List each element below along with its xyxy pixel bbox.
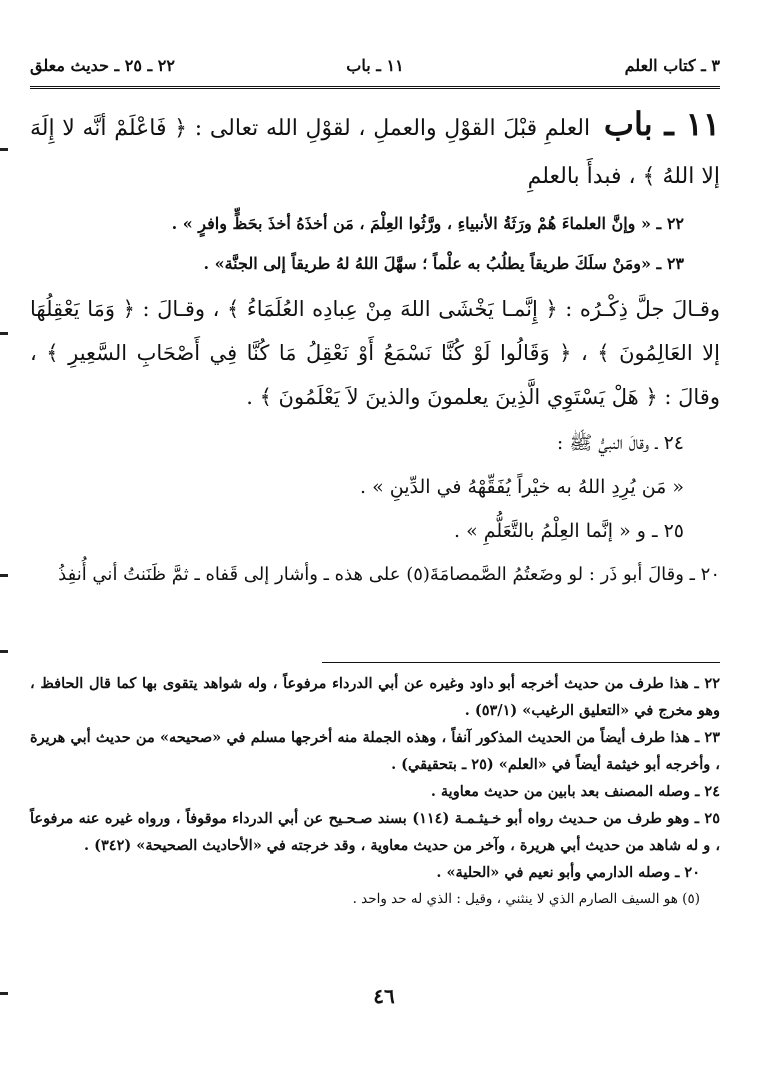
edge-mark — [0, 148, 8, 151]
header-hadith-range: ٢٢ ـ ٢٥ ـ حديث معلق — [30, 55, 175, 75]
footnotes — [30, 670, 720, 913]
edge-mark — [0, 332, 8, 335]
main-text — [30, 100, 720, 595]
footnote-22: ٢٢ ـ هذا طرف من حديث أخرجه أبو داود وغيره عن أبي الدرداء مرفوعاً ، وله شواهد يتقوى بها كما قال الحافظ ، وهو مخرج في «التعليق الرغيب» (٥٣/١) . — [30, 675, 720, 719]
chapter-number: ١١ ـ باب — [603, 105, 720, 143]
footnote-24: ٢٤ ـ وصله المصنف بعد بابين من حديث معاوية . — [430, 783, 720, 800]
footnote-23: ٢٣ ـ هذا طرف أيضاً من الحديث المذكور آنفاً ، وهذه الجملة منه أخرجها مسلم في «صحيحه» من حديث أبي هريرة ، وأخرجه أبو خيثمة أيضاً في «العلم» (٢٥ ـ بتحقيقي) . — [30, 729, 720, 773]
chapter-title-text: العلمِ قبْلَ القوْلِ والعملِ ، لقوْلِ الله تعالى : ﴿ فَاعْلَمْ أنَّه لا إِلَهَ إلا اللهُ ﴾ ، فبدأَ بالعلمِ — [30, 116, 720, 189]
page-number: ٤٦ — [373, 984, 395, 1008]
hadith-23: ٢٣ ـ «ومَنْ سلَكَ طريقاً يطلُبُ به علْماً ؛ سهَّلَ اللهُ لهُ طريقاً إلى الجنَّة» . — [203, 254, 684, 273]
narration-25: ٢٥ ـ و « إنَّما العِلْمُ بالتَّعَلُّمِ » . — [454, 520, 684, 542]
header-divider — [30, 86, 720, 89]
footnote-25: ٢٥ ـ وهو طرف من حـديث رواه أبو خـيثـمـة (١١٤) بسند صـحـيح عن أبي الدرداء موقوفاً ، ورواه غيره عنه مرفوعاً ، و له شاهد من حديث أبي هريرة ، وآخر من حديث معاوية ، وقد خرجته في «الأحاديث الصحيحة» (٣٤٢) . — [30, 810, 720, 854]
quranic-passage: وقـالَ جلَّ ذِكْـرُه : ﴿ إِنَّمـا يَخْشَى اللهَ مِنْ عِبادِه العُلَمَاءُ ﴾ ، وقـالَ : ﴿ وَمَا يَعْقِلُهَا إلا العَالِمُونَ ﴾ ، ﴿ وَقَالُوا لَوْ كُنَّا نَسْمَعُ أَوْ نَعْقِلُ مَا كُنَّا فِي أَصْحَابِ السَّعِيرِ ﴾ ، وقالَ : ﴿ هَلْ يَسْتَوِي الَّذِينَ يعلمونَ والذينَ لاَ يَعْلَمُونَ ﴾ . — [30, 297, 720, 409]
edge-mark — [0, 650, 8, 653]
running-header — [30, 48, 720, 82]
edge-mark — [0, 992, 8, 995]
narration-24-intro: ٢٤ ـ وقالَ النبيُّ ﷺ : — [556, 432, 684, 454]
footnote-5-note: (٥) هو السيف الصارم الذي لا ينثني ، وقيل : الذي له حد واحد . — [352, 891, 700, 907]
narration-20: ٢٠ ـ وقالَ أبو ذَر : لو وضَعتُمُ الصَّمصامَةَ(٥) على هذه ـ وأشار إلى قَفاه ـ ثمَّ ظَنَنتُ أني أُنفِذُ — [58, 564, 720, 585]
footnote-divider — [322, 662, 720, 663]
edge-mark — [0, 574, 8, 577]
header-chapter: ١١ ـ باب — [346, 55, 404, 75]
footnote-20: ٢٠ ـ وصله الدارمي وأبو نعيم في «الحلية» . — [436, 864, 700, 881]
header-book-title: ٣ ـ كتاب العلم — [624, 55, 720, 75]
chapter-heading — [30, 100, 720, 201]
hadith-22: ٢٢ ـ « وإنَّ العلماءَ هُمْ ورَثَةُ الأنبياءِ ، ورَّثُوا العِلْمَ ، مَن أخذَهُ أخذَ بحَظٍّ وافرٍ » . — [171, 214, 684, 233]
narration-24-text: « مَن يُرِدِ اللهُ به خيْراً يُفَقِّهْهُ في الدِّينِ » . — [360, 476, 684, 498]
